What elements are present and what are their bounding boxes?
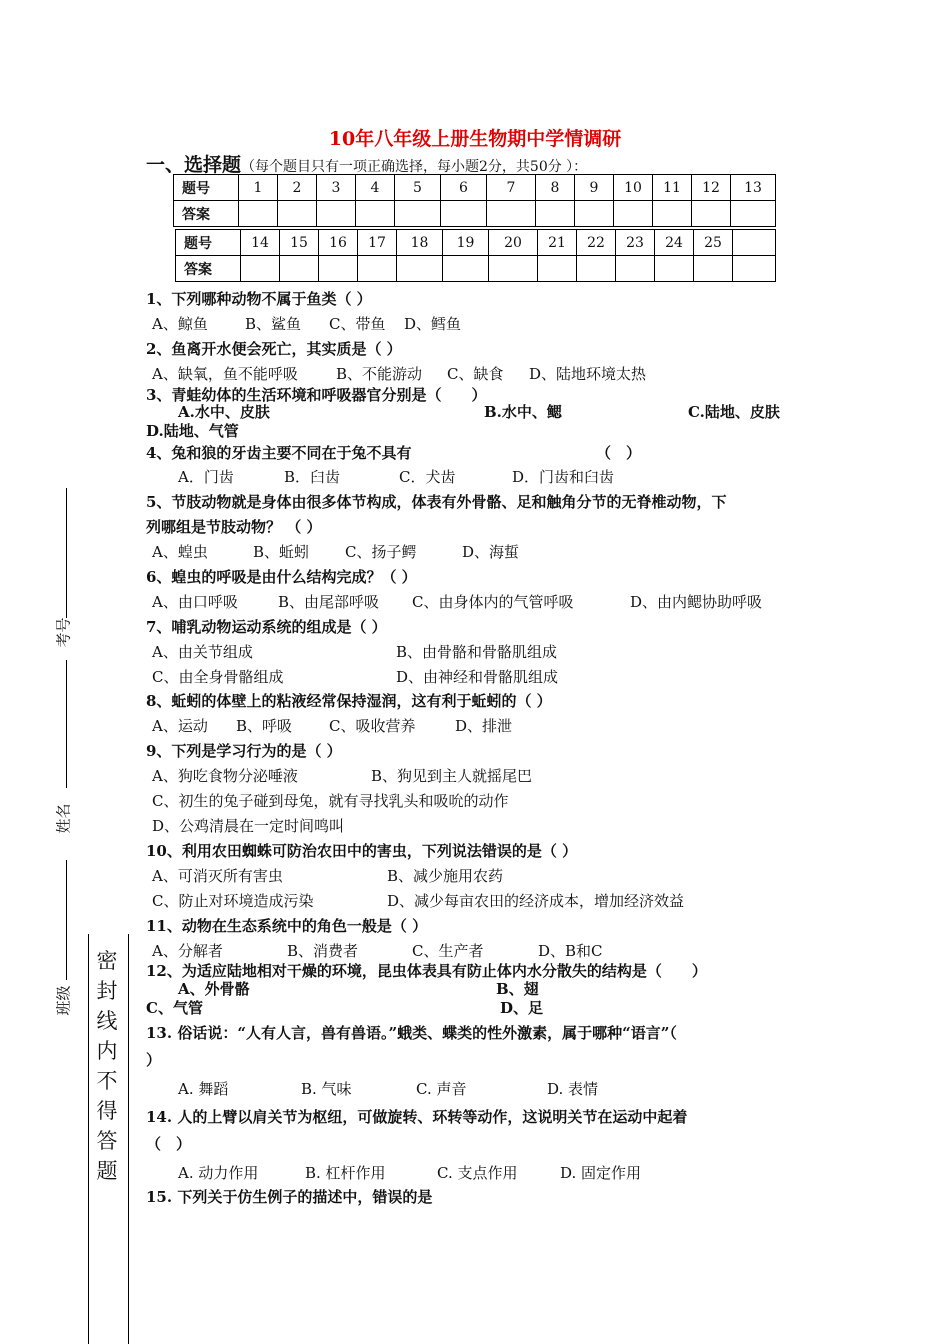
option-c[interactable]: C、防止对环境造成污染 [152, 892, 314, 910]
question-number-cell: 15 [280, 230, 319, 256]
question-number-cell: 23 [616, 230, 655, 256]
question-stem: 7、哺乳动物运动系统的组成是（ ） [146, 618, 387, 636]
option-d[interactable]: D、足 [500, 999, 544, 1017]
option-a[interactable]: A、蝗虫 [152, 543, 208, 561]
question-stem: 14. 人的上臂以肩关节为枢纽，可做旋转、环转等动作，这说明关节在运动中起着 [146, 1108, 688, 1126]
question-number-cell: 12 [692, 175, 731, 201]
question-number-cell: 21 [538, 230, 577, 256]
answer-cell[interactable] [694, 256, 733, 282]
answer-row [176, 256, 776, 282]
row-header: 答案 [174, 201, 239, 227]
answer-table-bottom [175, 229, 776, 282]
section-label: 一、选择题 [146, 154, 242, 176]
question-number-cell: 19 [443, 230, 489, 256]
question-stem-continued: ） [146, 1051, 162, 1069]
option-b[interactable]: B、消费者 [287, 942, 359, 960]
question-number-row [174, 175, 776, 201]
question-number-cell: 10 [614, 175, 653, 201]
question-number-row [176, 230, 776, 256]
question-stem: 2、鱼离开水便会死亡，其实质是（ ） [146, 340, 402, 358]
question-stem: 9、下列是学习行为的是（ ） [146, 742, 342, 760]
question-number-cell: 25 [694, 230, 733, 256]
question-number-cell: 24 [655, 230, 694, 256]
option-d[interactable]: D、海蜇 [462, 543, 520, 561]
answer-cell[interactable] [443, 256, 489, 282]
question-stem: 3、青蛙幼体的生活环境和呼吸器官分别是（ ） [146, 386, 487, 404]
answer-cell[interactable] [733, 256, 776, 282]
answer-cell[interactable] [577, 256, 616, 282]
option-d[interactable]: D. 表情 [547, 1080, 599, 1098]
question-number-cell: 14 [241, 230, 280, 256]
option-b[interactable]: B、由骨骼和骨骼肌组成 [396, 643, 558, 661]
answer-table-top [173, 174, 776, 227]
option-b[interactable]: B、蚯蚓 [253, 543, 310, 561]
question-number-cell: 13 [731, 175, 776, 201]
option-a[interactable]: A、分解者 [152, 942, 223, 960]
question-number-cell: 2 [278, 175, 317, 201]
option-b[interactable]: B. 气味 [301, 1080, 352, 1098]
section-heading [146, 150, 587, 177]
exam-no-line [66, 488, 67, 618]
name-line[interactable] [66, 660, 67, 788]
answer-cell[interactable] [317, 201, 356, 227]
answer-cell[interactable] [356, 201, 395, 227]
answer-cell[interactable] [575, 201, 614, 227]
question-number-cell: 11 [653, 175, 692, 201]
section-note: （每个题目只有一项正确选择，每小题2分，共50分 ）： [241, 159, 588, 175]
answer-cell[interactable] [616, 256, 655, 282]
option-c[interactable]: C、气管 [146, 999, 203, 1017]
seal-line-text: 密封线内不得答题 [96, 949, 118, 1183]
answer-cell[interactable] [731, 201, 776, 227]
question-number-cell: 4 [356, 175, 395, 201]
answer-cell[interactable] [692, 201, 731, 227]
option-b[interactable]: B、不能游动 [336, 365, 423, 383]
question-number-cell [733, 230, 776, 256]
answer-cell[interactable] [395, 201, 441, 227]
answer-row [174, 201, 776, 227]
option-a[interactable]: A、缺氧，鱼不能呼吸 [152, 365, 298, 383]
answer-cell[interactable] [441, 201, 487, 227]
answer-cell[interactable] [278, 201, 317, 227]
option-a[interactable]: A、由关节组成 [152, 643, 253, 661]
answer-cell[interactable] [358, 256, 397, 282]
question-stem: 13. 俗话说：“人有人言，兽有兽语。”蛾类、蝶类的性外激素，属于哪种“语言”（ [146, 1024, 677, 1042]
question-stem: 5、节肢动物就是身体由很多体节构成，体表有外骨骼、足和触角分节的无脊椎动物，下 [146, 493, 727, 511]
option-d[interactable]: D、由内鳃协助呼吸 [630, 593, 763, 611]
question-number-cell: 8 [536, 175, 575, 201]
answer-cell[interactable] [241, 256, 280, 282]
option-a[interactable]: A、外骨骼 [178, 980, 250, 998]
question-stem: 11、动物在生态系统中的角色一般是（ ） [146, 917, 428, 935]
question-number-cell: 5 [395, 175, 441, 201]
option-a[interactable]: A．门齿 [178, 468, 234, 486]
option-b[interactable]: B、鲨鱼 [245, 315, 302, 333]
row-header: 题号 [176, 230, 241, 256]
answer-cell[interactable] [397, 256, 443, 282]
question-stem-continued: （ ） [146, 1135, 192, 1153]
option-a[interactable]: A. 舞蹈 [178, 1080, 229, 1098]
option-c[interactable]: C、吸收营养 [329, 717, 416, 735]
option-d[interactable]: D、由神经和骨骼肌组成 [396, 668, 559, 686]
answer-cell[interactable] [653, 201, 692, 227]
question-number-cell: 17 [358, 230, 397, 256]
row-header: 答案 [176, 256, 241, 282]
seal-border-left [88, 934, 89, 1344]
question-stem: 15. 下列关于仿生例子的描述中，错误的是 [146, 1188, 433, 1206]
option-c[interactable]: C、缺食 [447, 365, 504, 383]
option-b[interactable]: B、狗见到主人就摇尾巴 [371, 767, 533, 785]
class-label: 班级 [54, 985, 73, 1016]
option-c[interactable]: C.陆地、皮肤 [688, 403, 780, 421]
answer-cell[interactable] [614, 201, 653, 227]
option-a[interactable]: A、运动 [152, 717, 208, 735]
option-c[interactable]: C. 支点作用 [437, 1164, 518, 1182]
answer-cell[interactable] [538, 256, 577, 282]
answer-paren: （ ） [596, 444, 642, 462]
option-a[interactable]: A、狗吃食物分泌唾液 [152, 767, 298, 785]
answer-cell[interactable] [280, 256, 319, 282]
option-c[interactable]: C、带鱼 [329, 315, 386, 333]
row-header: 题号 [174, 175, 239, 201]
option-d[interactable]: D、公鸡清晨在一定时间鸣叫 [152, 817, 345, 835]
question-stem-continued: 列哪组是节肢动物？ （ ） [146, 518, 322, 536]
question-number-cell: 9 [575, 175, 614, 201]
option-c[interactable]: C、扬子鳄 [345, 543, 417, 561]
option-d[interactable]: D、鳕鱼 [404, 315, 462, 333]
option-b[interactable]: B. 杠杆作用 [305, 1164, 386, 1182]
option-c[interactable]: C．犬齿 [399, 468, 456, 486]
option-d[interactable]: D. 固定作用 [560, 1164, 642, 1182]
option-b[interactable]: B、减少施用农药 [387, 867, 504, 885]
exam-no-label: 考号 [54, 617, 73, 648]
option-c[interactable]: C、初生的兔子碰到母兔，就有寻找乳头和吸吮的动作 [152, 792, 509, 810]
question-number-cell: 3 [317, 175, 356, 201]
answer-cell[interactable] [239, 201, 278, 227]
question-number-cell: 22 [577, 230, 616, 256]
answer-cell[interactable] [655, 256, 694, 282]
option-d[interactable]: D、B和C [538, 942, 603, 960]
question-number-cell: 20 [489, 230, 538, 256]
question-stem: 10、利用农田蜘蛛可防治农田中的害虫，下列说法错误的是（ ） [146, 842, 578, 860]
page-title: 10年八年级上册生物期中学情调研 [328, 128, 622, 150]
question-number-cell: 16 [319, 230, 358, 256]
answer-cell[interactable] [319, 256, 358, 282]
question-number-cell: 6 [441, 175, 487, 201]
answer-cell[interactable] [536, 201, 575, 227]
option-c[interactable]: C、生产者 [412, 942, 484, 960]
option-b[interactable]: B.水中、鳃 [484, 403, 562, 421]
option-d[interactable]: D．门齿和臼齿 [512, 468, 615, 486]
option-a[interactable]: A. 动力作用 [178, 1164, 259, 1182]
option-d[interactable]: D.陆地、气管 [146, 422, 239, 440]
answer-cell[interactable] [489, 256, 538, 282]
option-c[interactable]: C、由身体内的气管呼吸 [412, 593, 574, 611]
option-b[interactable]: B、由尾部呼吸 [278, 593, 380, 611]
option-a[interactable]: A、鲸鱼 [152, 315, 208, 333]
name-label: 姓名 [54, 803, 73, 834]
question-number-cell: 7 [487, 175, 536, 201]
option-c[interactable]: C. 声音 [416, 1080, 467, 1098]
seal-border-right [128, 934, 129, 1344]
question-number-cell: 18 [397, 230, 443, 256]
question-stem: 6、蝗虫的呼吸是由什么结构完成？（ ） [146, 568, 417, 586]
question-number-cell: 1 [239, 175, 278, 201]
option-c[interactable]: C、由全身骨骼组成 [152, 668, 284, 686]
option-b[interactable]: B．臼齿 [284, 468, 341, 486]
option-d[interactable]: D、陆地环境太热 [529, 365, 647, 383]
option-d[interactable]: D、排泄 [455, 717, 513, 735]
option-a[interactable]: A、可消灭所有害虫 [152, 867, 283, 885]
class-line[interactable] [66, 860, 67, 980]
question-stem: 8、蚯蚓的体壁上的粘液经常保持湿润，这有利于蚯蚓的（ ） [146, 692, 552, 710]
question-stem: 4、兔和狼的牙齿主要不同在于兔不具有 [146, 444, 412, 462]
answer-cell[interactable] [487, 201, 536, 227]
option-b[interactable]: B、呼吸 [236, 717, 293, 735]
question-stem: 1、下列哪种动物不属于鱼类（ ） [146, 290, 372, 308]
option-a[interactable]: A.水中、皮肤 [178, 403, 270, 421]
option-d[interactable]: D、减少每亩农田的经济成本，增加经济效益 [387, 892, 685, 910]
option-b[interactable]: B、翅 [496, 980, 539, 998]
question-stem: 12、为适应陆地相对干燥的环境，昆虫体表具有防止体内水分散失的结构是（ ） [146, 962, 707, 980]
option-a[interactable]: A、由口呼吸 [152, 593, 238, 611]
